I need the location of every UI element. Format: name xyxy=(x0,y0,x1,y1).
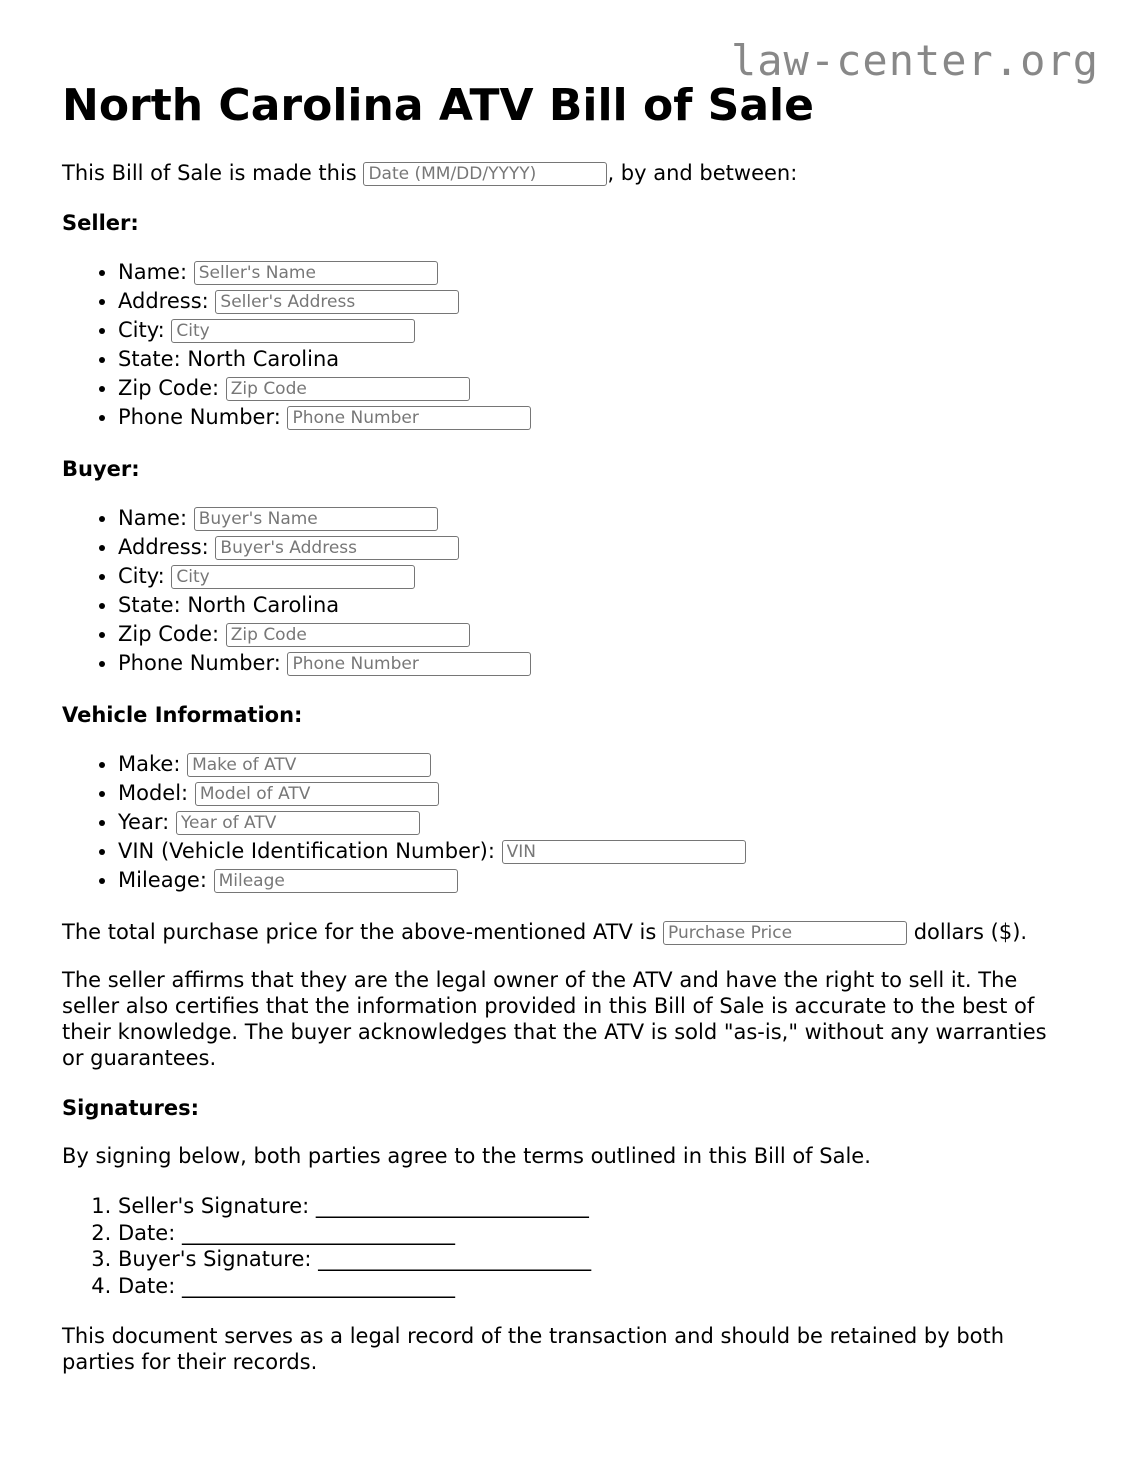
seller-address-input[interactable] xyxy=(215,290,459,314)
vehicle-model-input[interactable] xyxy=(195,782,439,806)
seller-address-label: Address: xyxy=(118,289,209,313)
list-item xyxy=(118,837,1072,866)
price-before: The total purchase price for the above-mentioned ATV is xyxy=(62,920,657,944)
seller-phone-label: Phone Number: xyxy=(118,405,281,429)
seller-zip-label: Zip Code: xyxy=(118,376,220,400)
buyer-city-input[interactable] xyxy=(171,565,415,589)
buyer-name-input[interactable] xyxy=(194,507,438,531)
vehicle-make-input[interactable] xyxy=(187,753,431,777)
signatures-intro: By signing below, both parties agree to the terms outlined in this Bill of Sale. xyxy=(62,1144,871,1168)
vehicle-model-label: Model: xyxy=(118,781,189,805)
signature-line-buyer[interactable]: 3. Buyer's Signature: __________________________ xyxy=(118,1246,1072,1273)
list-item xyxy=(118,649,1072,678)
seller-state-text: State: North Carolina xyxy=(118,347,340,371)
buyer-zip-input[interactable] xyxy=(226,623,470,647)
list-item xyxy=(118,620,1072,649)
list-item xyxy=(118,287,1072,316)
vehicle-vin-label: VIN (Vehicle Identification Number): xyxy=(118,839,495,863)
seller-list xyxy=(62,258,1072,432)
intro-before: This Bill of Sale is made this xyxy=(62,161,357,185)
seller-city-input[interactable] xyxy=(171,319,415,343)
legal-paragraph: The seller affirms that they are the legal owner of the ATV and have the right to sell it. The seller also certifies that the information provided in this Bill of Sale is accurate to the best of their knowledge. The buyer acknowledges that the ATV is sold "as-is," without any warranties or guarantees. xyxy=(62,968,1047,1070)
list-item xyxy=(118,316,1072,345)
vehicle-heading: Vehicle Information: xyxy=(62,703,303,727)
list-item xyxy=(118,591,1072,620)
buyer-heading: Buyer: xyxy=(62,457,140,481)
page-title: North Carolina ATV Bill of Sale xyxy=(62,80,814,131)
buyer-state-text: State: North Carolina xyxy=(118,593,340,617)
intro-after: , by and between: xyxy=(607,161,798,185)
signature-date-buyer[interactable]: 4. Date: __________________________ xyxy=(118,1273,1072,1300)
buyer-phone-input[interactable] xyxy=(287,652,531,676)
list-item xyxy=(118,374,1072,403)
vehicle-make-label: Make: xyxy=(118,752,181,776)
seller-heading: Seller: xyxy=(62,211,139,235)
seller-name-input[interactable] xyxy=(194,261,438,285)
buyer-phone-label: Phone Number: xyxy=(118,651,281,675)
sale-date-input[interactable] xyxy=(363,162,607,186)
price-paragraph xyxy=(62,919,1072,945)
buyer-zip-label: Zip Code: xyxy=(118,622,220,646)
vehicle-mileage-input[interactable] xyxy=(214,869,458,893)
seller-phone-input[interactable] xyxy=(287,406,531,430)
signature-date-seller[interactable]: 2. Date: __________________________ xyxy=(118,1220,1072,1247)
list-item xyxy=(118,808,1072,837)
seller-city-label: City: xyxy=(118,318,165,342)
signatures-heading: Signatures: xyxy=(62,1096,199,1120)
document-page xyxy=(62,78,1072,1375)
list-item xyxy=(118,403,1072,432)
watermark: law-center.org xyxy=(730,36,1099,85)
list-item xyxy=(118,345,1072,374)
buyer-address-input[interactable] xyxy=(215,536,459,560)
vehicle-year-input[interactable] xyxy=(176,811,420,835)
purchase-price-input[interactable] xyxy=(663,921,907,945)
closing-paragraph: This document serves as a legal record of the transaction and should be retained by both parties for their records. xyxy=(62,1324,1005,1374)
list-item xyxy=(118,533,1072,562)
list-item xyxy=(118,258,1072,287)
buyer-list xyxy=(62,504,1072,678)
vehicle-list xyxy=(62,750,1072,895)
buyer-name-label: Name: xyxy=(118,506,188,530)
vehicle-mileage-label: Mileage: xyxy=(118,868,207,892)
list-item xyxy=(118,750,1072,779)
intro-paragraph xyxy=(62,160,1072,186)
vehicle-vin-input[interactable] xyxy=(502,840,746,864)
list-item xyxy=(118,779,1072,808)
list-item xyxy=(118,866,1072,895)
buyer-address-label: Address: xyxy=(118,535,209,559)
price-after: dollars ($). xyxy=(913,920,1028,944)
buyer-city-label: City: xyxy=(118,564,165,588)
signature-line-seller[interactable]: 1. Seller's Signature: __________________________ xyxy=(118,1193,1072,1220)
seller-name-label: Name: xyxy=(118,260,188,284)
vehicle-year-label: Year: xyxy=(118,810,170,834)
signature-list xyxy=(62,1193,1072,1299)
seller-zip-input[interactable] xyxy=(226,377,470,401)
list-item xyxy=(118,562,1072,591)
list-item xyxy=(118,504,1072,533)
